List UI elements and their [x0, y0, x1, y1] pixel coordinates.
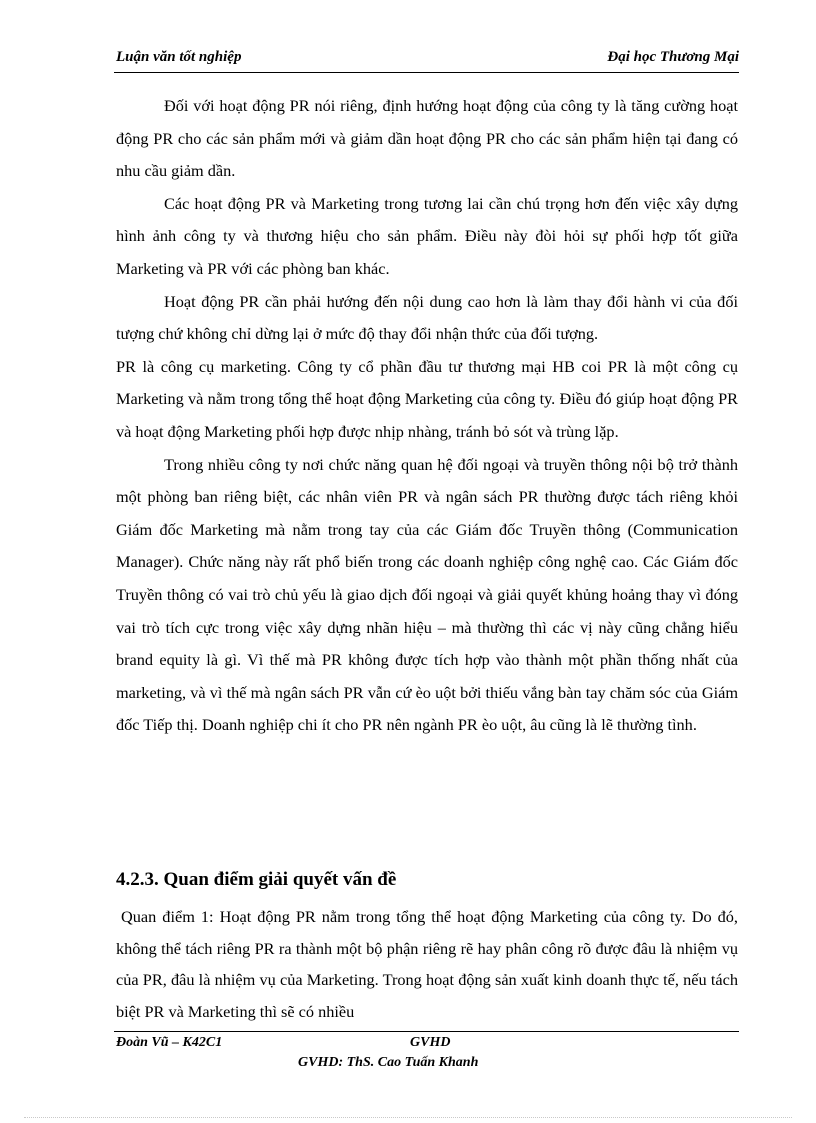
paragraph-viewpoint-1: Quan điểm 1: Hoạt động PR nằm trong tổng thể hoạt động Marketing của công ty. Do đó, không thể tách riêng PR ra thành một bộ phận riêng rẽ hay phân công rõ được đâu là nhiệm vụ của PR, đâu là nhiệm vụ của Marketing. Trong hoạt động sản xuất kinh doanh thực tế, nếu tách biệt PR và Marketing thì sẽ có nhiều — [116, 907, 738, 1021]
document-body — [116, 90, 738, 742]
section-body — [116, 901, 738, 1027]
paragraph-pr-orientation: Đối với hoạt động PR nói riêng, định hướng hoạt động của công ty là tăng cường hoạt động PR cho các sản phẩm mới và giảm dần hoạt động PR cho các sản phẩm hiện tại đang có nhu cầu giảm dần. — [116, 96, 738, 181]
page-header — [114, 46, 739, 72]
header-divider — [114, 72, 739, 73]
page-footer — [114, 1033, 739, 1077]
header-university-label: Đại học Thương Mại — [607, 49, 739, 65]
footer-gvhd-full: GVHD: ThS. Cao Tuấn Khanh — [298, 1055, 479, 1070]
paragraph-pr-tool: PR là công cụ marketing. Công ty cổ phần đầu tư thương mại HB coi PR là một công cụ Marketing và nằm trong tổng thể hoạt động Marketing của công ty. Điều đó giúp hoạt động PR và hoạt động Marketing phối hợp được nhịp nhàng, tránh bỏ sót và trùng lặp. — [116, 356, 738, 441]
paragraph-pr-marketing-future: Các hoạt động PR và Marketing trong tương lai cần chú trọng hơn đến việc xây dựng hình ảnh công ty và thương hiệu cho sản phẩm. Điều này đòi hỏi sự phối hợp tốt giữa Marketing và PR với các phòng ban khác. — [116, 193, 738, 278]
paragraph-pr-behavior: Hoạt động PR cần phải hướng đến nội dung cao hơn là làm thay đổi hành vi của đối tượng chứ không chỉ dừng lại ở mức độ thay đổi nhận thức của đối tượng. — [116, 291, 738, 344]
section-heading: 4.2.3. Quan điểm giải quyết vấn đề — [116, 869, 397, 890]
paragraph-communication-manager: Trong nhiều công ty nơi chức năng quan hệ đối ngoại và truyền thông nội bộ trở thành một phòng ban riêng biệt, các nhân viên PR và ngân sách PR thường được tách riêng khỏi Giám đốc Marketing mà nằm trong tay của các Giám đốc Truyền thông (Communication Manager). Chức năng này rất phổ biến trong các doanh nghiệp công nghệ cao. Các Giám đốc Truyền thông có vai trò chủ yếu là giao dịch đối ngoại và giải quyết khủng hoảng thay vì đóng vai trò tích cực trong việc xây dựng nhãn hiệu – mà thường thì các vị này cũng chẳng hiểu brand equity là gì. Vì thế mà PR không được tích hợp vào thành một phần thống nhất của marketing, và vì thế mà ngân sách PR vẫn cứ èo uột bởi thiếu vắng bàn tay chăm sóc của Giám đốc Tiếp thị. Doanh nghiệp chi ít cho PR nên ngành PR èo uột, âu cũng là lẽ thường tình. — [116, 454, 738, 735]
footer-divider — [114, 1031, 739, 1032]
footer-author: Đoàn Vũ – K42C1 — [116, 1035, 223, 1050]
page-bottom-edge — [24, 1117, 792, 1118]
footer-gvhd-short: GVHD — [410, 1035, 451, 1050]
header-thesis-label: Luận văn tốt nghiệp — [116, 49, 242, 65]
